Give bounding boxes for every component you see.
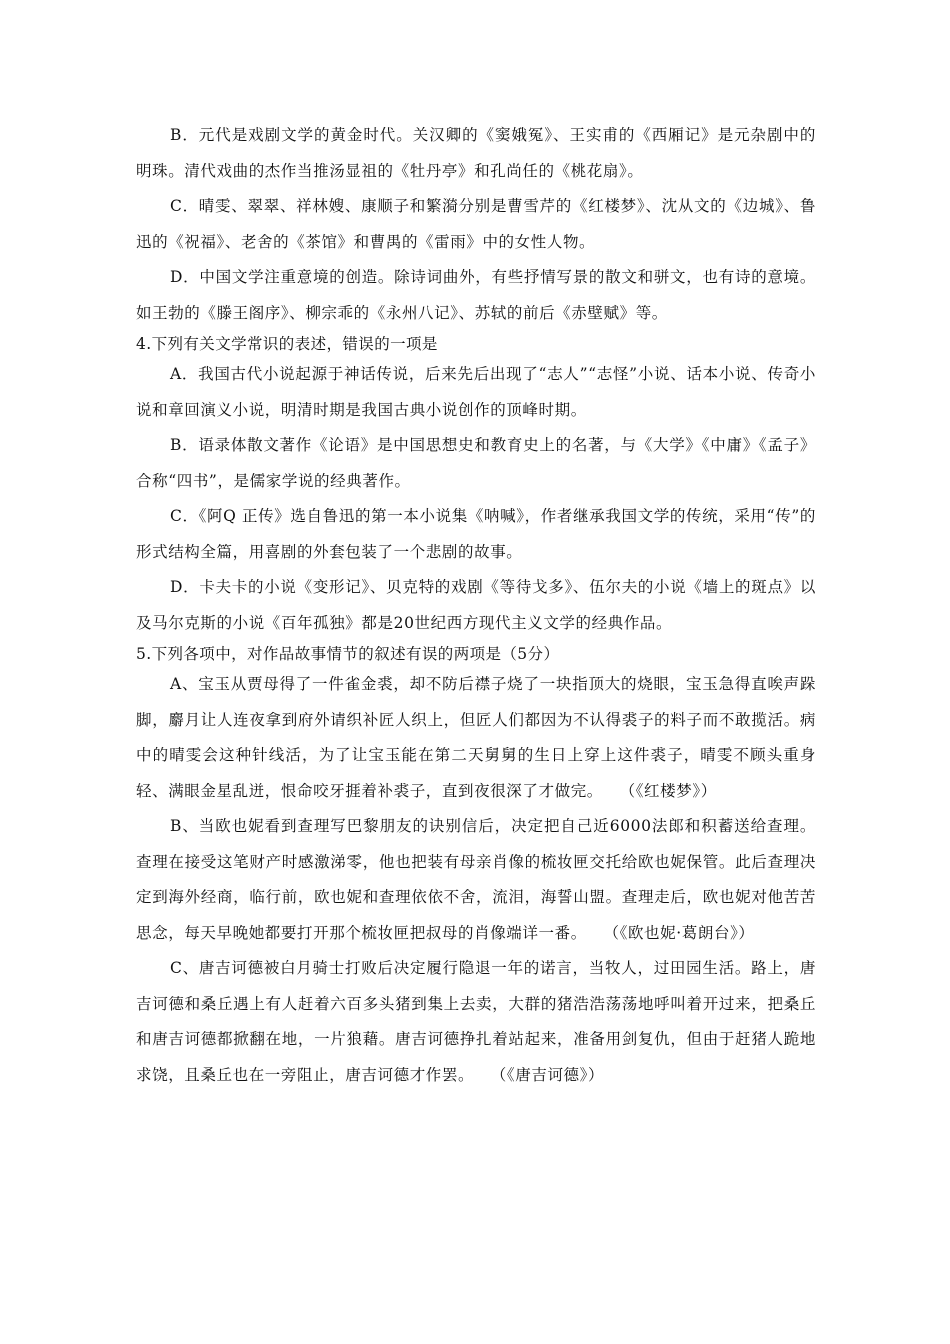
q5-stem: 5.下列各项中，对作品故事情节的叙述有误的两项是（5分） (136, 645, 560, 663)
q5-option-a: A、宝玉从贾母得了一件雀金裘，却不防后襟子烧了一块指顶大的烧眼，宝玉急得直唉声跺脚，麝月让人连夜拿到府外请织补匠人织上，但匠人们都因为不认得裘子的料子而不敢揽活。病中的晴雯会这种针线活，为了让宝玉能在第二天舅舅的生日上穿上这件裘子，晴雯不顾头重身轻、满眼金星乱迸，恨命咬牙捱着补裘子，直到夜很深了才做完。 （《红楼梦》） (136, 675, 816, 800)
document-page (136, 118, 816, 1093)
q3-option-c: C．晴雯、翠翠、祥林嫂、康顺子和繁漪分别是曹雪芹的《红楼梦》、沈从文的《边城》、鲁迅的《祝福》、老舍的《茶馆》和曹禺的《雷雨》中的女性人物。 (136, 197, 816, 251)
q4-option-c: C．《阿Q 正传》选自鲁迅的第一本小说集《呐喊》，作者继承我国文学的传统，采用“传”的形式结构全篇，用喜剧的外套包装了一个悲剧的故事。 (136, 507, 816, 561)
q4-stem: 4.下列有关文学常识的表述，错误的一项是 (136, 335, 438, 353)
q4-option-d: D．卡夫卡的小说《变形记》、贝克特的戏剧《等待戈多》、伍尔夫的小说《墙上的斑点》以及马尔克斯的小说《百年孤独》都是20世纪西方现代主义文学的经典作品。 (136, 578, 816, 632)
q4-option-a: A．我国古代小说起源于神话传说，后来先后出现了“志人”“志怪”小说、话本小说、传奇小说和章回演义小说，明清时期是我国古典小说创作的顶峰时期。 (136, 365, 816, 419)
q3-option-d: D．中国文学注重意境的创造。除诗词曲外，有些抒情写景的散文和骈文，也有诗的意境。如王勃的《滕王阁序》、柳宗乖的《永州八记》、苏轼的前后《赤壁赋》等。 (136, 268, 816, 322)
q3-option-b: B．元代是戏剧文学的黄金时代。关汉卿的《窦娥冤》、王实甫的《西厢记》是元杂剧中的明珠。清代戏曲的杰作当推汤显祖的《牡丹亭》和孔尚任的《桃花扇》。 (136, 126, 816, 180)
q5-option-c: C、唐吉诃德被白月骑士打败后决定履行隐退一年的诺言，当牧人，过田园生活。路上，唐吉诃德和桑丘遇上有人赶着六百多头猪到集上去卖，大群的猪浩浩荡荡地呼叫着开过来，把桑丘和唐吉诃德都掀翻在地，一片狼藉。唐吉诃德挣扎着站起来，准备用剑复仇，但由于赶猪人跪地求饶，且桑丘也在一旁阻止，唐吉诃德才作罢。 （《唐吉诃德》） (136, 959, 816, 1084)
q5-option-b: B、当欧也妮看到查理写巴黎朋友的诀别信后，决定把自己近6000法郎和积蓄送给查理。查理在接受这笔财产时感激涕零，他也把装有母亲肖像的梳妆匣交托给欧也妮保管。此后查理决定到海外经商，临行前，欧也妮和查理依依不舍，流泪，海誓山盟。查理走后，欧也妮对他苦苦思念，每天早晚她都要打开那个梳妆匣把叔母的肖像端详一番。 （《欧也妮·葛朗台》） (136, 817, 816, 942)
question-4 (136, 331, 816, 641)
q4-option-b: B．语录体散文著作《论语》是中国思想史和教育史上的名著，与《大学》《中庸》《孟子》合称“四书”，是儒家学说的经典著作。 (136, 436, 816, 490)
question-3-continued (136, 118, 816, 331)
question-5 (136, 641, 816, 1093)
